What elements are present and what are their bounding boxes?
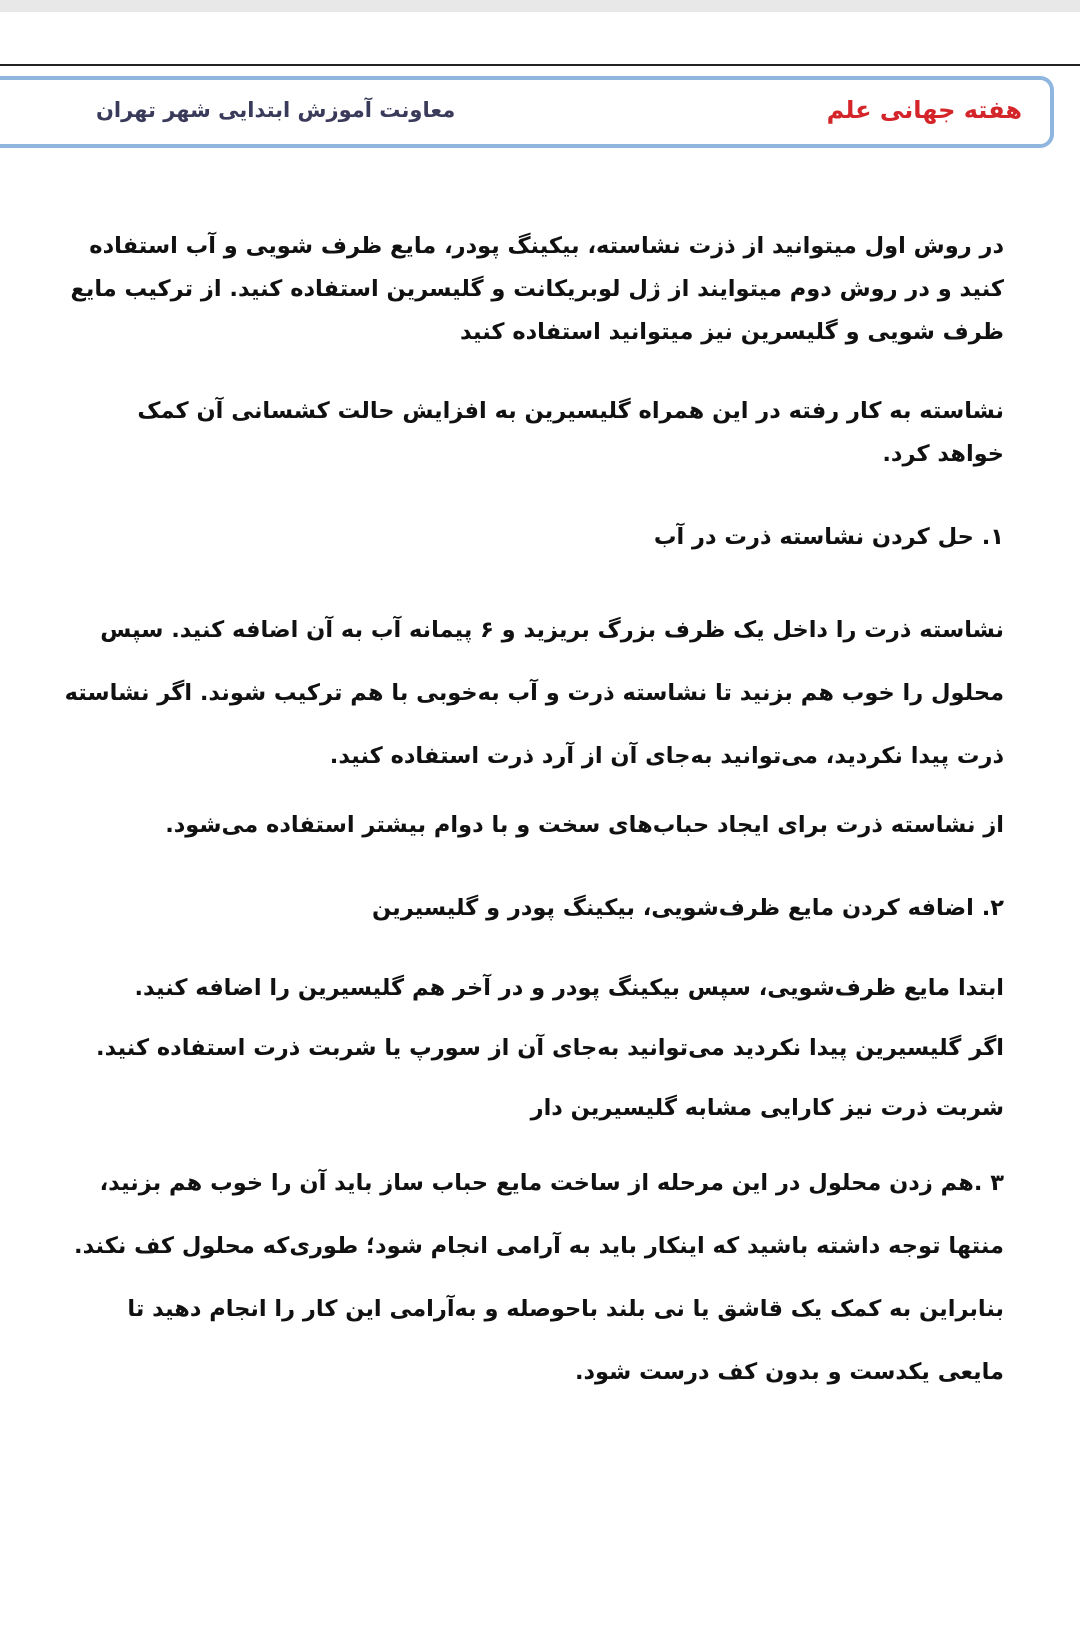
document-body — [64, 225, 1004, 1404]
page-header — [0, 76, 1054, 148]
step-2-heading: ۲. اضافه کردن مایع ظرف‌شویی، بیکینگ پودر و گلیسیرین — [372, 895, 1004, 921]
paragraph-starch-note: نشاسته به کار رفته در این همراه گلیسیرین به افزایش حالت کشسانی آن کمک خواهد کرد. — [137, 398, 1004, 467]
paragraph-starch-purpose: از نشاسته ذرت برای ایجاد حباب‌های سخت و با دوام بیشتر استفاده می‌شود. — [165, 812, 1004, 838]
step-1-body: نشاسته ذرت را داخل یک ظرف بزرگ بریزید و ۶ پیمانه آب به آن اضافه کنید. سپس محلول را خوب هم بزنید تا نشاسته ذرت و آب به‌خوبی با هم ترکیب شوند. اگر نشاسته ذرت پیدا نکردید، می‌توانید به‌جای آن از آرد ذرت استفاده کنید. — [64, 617, 1004, 769]
top-rule — [0, 64, 1080, 66]
step-2-body: ابتدا مایع ظرف‌شویی، سپس بیکینگ پودر و در آخر هم گلیسیرین را اضافه کنید. — [134, 975, 1004, 1001]
paragraph-intro: در روش اول میتوانید از ذزت نشاسته، بیکینگ پودر، مایع ظرف شویی و آب استفاده کنید و در روش دوم میتوایند از ژل لوبریکانت و گلیسرین استفاده کنید. از ترکیب مایع ظرف شویی و گلیسرین نیز میتوانید استفاده کنید — [70, 233, 1004, 345]
header-title: هفته جهانی علم — [826, 96, 1022, 124]
step-2-substitute: اگر گلیسیرین پیدا نکردید می‌توانید به‌جای آن از سورپ یا شربت ذرت استفاده کنید. شربت ذرت نیز کارایی مشابه گلیسیرین دار — [96, 1035, 1004, 1121]
header-subtitle: معاونت آموزش ابتدایی شهر تهران — [96, 98, 456, 122]
step-3-body: ۳ .هم زدن محلول در این مرحله از ساخت مایع حباب ساز باید آن را خوب هم بزنید، منتها توجه داشته باشید که اینکار باید به آرامی انجام شود؛ طوری‌که محلول کف نکند. بنابراین به کمک یک قاشق یا نی بلند باحوصله و به‌آرامی این کار را انجام دهید تا مایعی یکدست و بدون کف درست شود. — [74, 1170, 1004, 1385]
top-strip — [0, 0, 1080, 12]
step-1-heading: ۱. حل کردن نشاسته ذرت در آب — [653, 524, 1004, 550]
